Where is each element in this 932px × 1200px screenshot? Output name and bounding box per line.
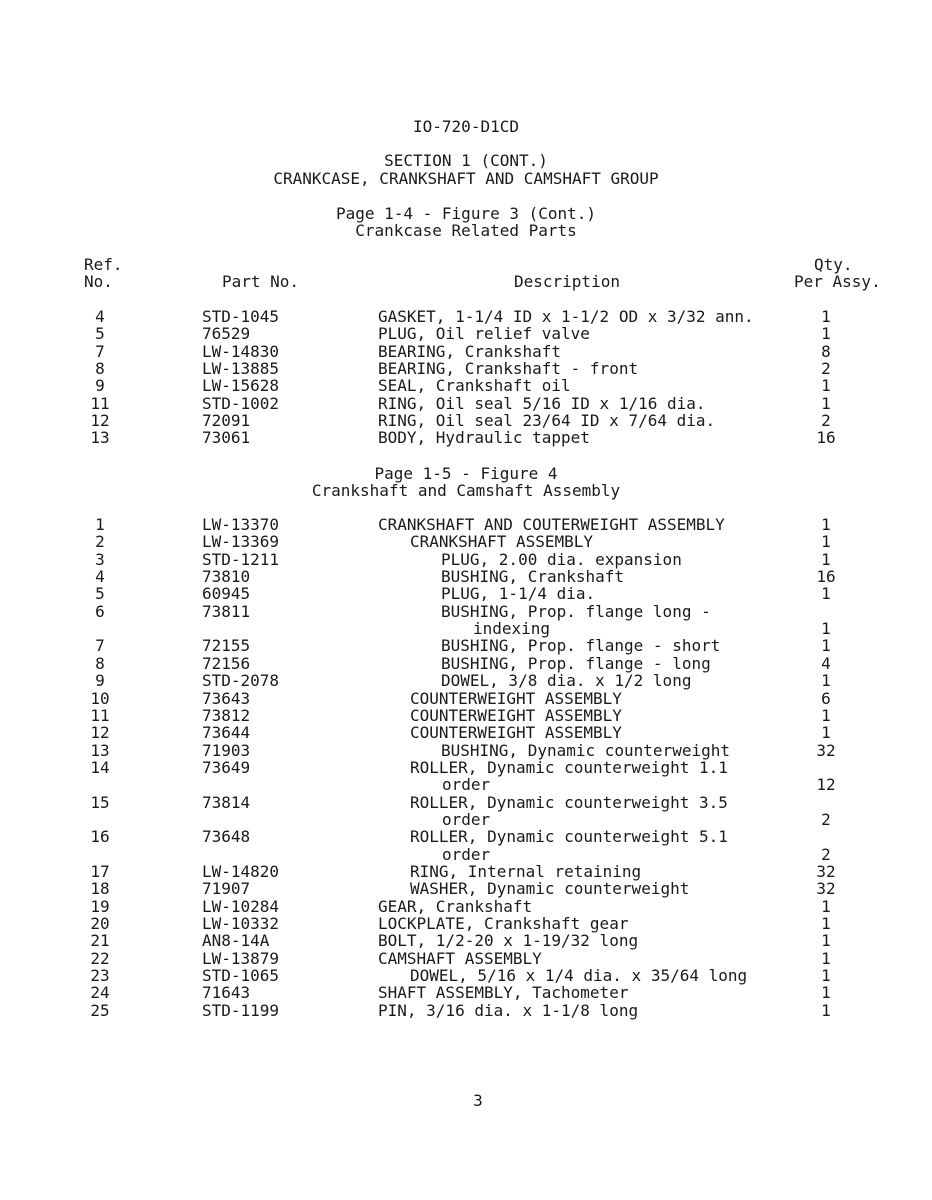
part-description: PIN, 3/16 dia. x 1-1/8 long — [378, 1000, 639, 1020]
part-description: PLUG, Oil relief valve — [378, 324, 590, 344]
quantity: 2 — [821, 411, 831, 431]
ref-number: 24 — [90, 983, 110, 1003]
quantity: 32 — [816, 879, 836, 899]
ref-header-line2: No. — [84, 272, 113, 291]
ref-number: 17 — [90, 862, 110, 881]
ref-number: 3 — [95, 549, 105, 569]
ref-number: 13 — [90, 740, 110, 760]
figure-page-line: Page 1-4 - Figure 3 (Cont.) — [335, 204, 597, 223]
ref-number: 7 — [95, 636, 105, 656]
part-description: DOWEL, 5/16 x 1/4 dia. x 35/64 long — [410, 966, 748, 986]
quantity: 1 — [821, 376, 831, 396]
quantity: 1 — [821, 393, 831, 413]
part-description: ROLLER, Dynamic counterweight 3.5 — [410, 792, 728, 812]
quantity: 1 — [821, 584, 831, 604]
ref-number: 10 — [90, 688, 110, 708]
part-number: 72156 — [202, 653, 251, 673]
part-number: 73648 — [202, 827, 251, 847]
quantity: 16 — [816, 428, 836, 448]
part-number: 76529 — [202, 324, 251, 344]
part-description: SEAL, Crankshaft oil — [378, 376, 571, 396]
quantity: 1 — [821, 983, 831, 1003]
part-description: PLUG, 1-1/4 dia. — [441, 584, 596, 604]
part-number: STD-1045 — [202, 307, 280, 326]
part-description: BEARING, Crankshaft — [378, 341, 562, 361]
part-header: Part No. — [222, 272, 300, 291]
ref-number: 2 — [95, 532, 105, 552]
ref-number: 21 — [90, 931, 110, 951]
figure-title-2: Crankshaft and Camshaft Assembly — [311, 481, 621, 500]
part-number: 73814 — [202, 792, 251, 812]
section-heading: SECTION 1 (CONT.) — [384, 151, 548, 170]
ref-number: 9 — [95, 671, 105, 691]
quantity: 1 — [821, 324, 831, 344]
ref-number: 7 — [95, 341, 105, 361]
figure-page-line-2: Page 1-5 - Figure 4 — [374, 464, 558, 483]
part-description: WASHER, Dynamic counterweight — [410, 879, 690, 899]
qty-header-line2: Per Assy. — [794, 272, 881, 291]
figure-title: Crankcase Related Parts — [355, 221, 577, 240]
ref-number: 15 — [90, 792, 110, 812]
part-number: 73644 — [202, 723, 251, 743]
quantity: 6 — [821, 688, 831, 708]
document-id: IO-720-D1CD — [413, 117, 519, 136]
ref-number: 18 — [90, 879, 110, 899]
quantity: 1 — [821, 636, 831, 656]
quantity: 12 — [816, 775, 836, 795]
part-number: 72155 — [202, 636, 251, 656]
part-number: 60945 — [202, 584, 251, 604]
ref-number: 11 — [90, 705, 110, 725]
part-description: CRANKSHAFT AND COUTERWEIGHT ASSEMBLY — [378, 515, 725, 534]
quantity: 1 — [821, 619, 831, 639]
quantity: 4 — [821, 653, 831, 673]
page-number: 3 — [473, 1091, 483, 1110]
ref-number: 16 — [90, 827, 110, 847]
part-number: LW-10332 — [202, 914, 280, 934]
part-number: STD-1002 — [202, 393, 280, 413]
ref-number: 4 — [95, 307, 105, 326]
ref-number: 25 — [90, 1000, 110, 1020]
description-header: Description — [514, 272, 620, 291]
ref-number: 5 — [95, 324, 105, 344]
part-number: 71903 — [202, 740, 251, 760]
part-description: COUNTERWEIGHT ASSEMBLY — [410, 705, 622, 725]
part-description: RING, Oil seal 23/64 ID x 7/64 dia. — [378, 411, 716, 431]
ref-number: 6 — [95, 601, 105, 621]
ref-number: 5 — [95, 584, 105, 604]
part-number: LW-10284 — [202, 896, 280, 916]
part-number: STD-1199 — [202, 1000, 280, 1020]
part-description: ROLLER, Dynamic counterweight 1.1 — [410, 757, 728, 777]
part-description: BUSHING, Dynamic counterweight — [441, 740, 730, 760]
quantity: 1 — [821, 948, 831, 968]
part-number: 72091 — [202, 411, 251, 431]
quantity: 1 — [821, 705, 831, 725]
ref-number: 22 — [90, 948, 110, 968]
part-number: LW-15628 — [202, 376, 280, 396]
ref-number: 8 — [95, 653, 105, 673]
part-description: RING, Internal retaining — [410, 862, 642, 881]
part-description: BUSHING, Prop. flange long - — [441, 601, 711, 621]
ref-number: 11 — [90, 393, 110, 413]
part-description-continued: order — [442, 844, 491, 864]
ref-number: 20 — [90, 914, 110, 934]
part-number: 73643 — [202, 688, 251, 708]
quantity: 32 — [816, 862, 836, 881]
part-number: STD-1065 — [202, 966, 280, 986]
part-number: 71907 — [202, 879, 251, 899]
part-description: GASKET, 1-1/4 ID x 1-1/2 OD x 3/32 ann. — [378, 307, 754, 326]
part-description-continued: order — [442, 809, 491, 829]
ref-number: 14 — [90, 757, 110, 777]
quantity: 1 — [821, 1000, 831, 1020]
part-description: SHAFT ASSEMBLY, Tachometer — [378, 983, 629, 1003]
group-heading: CRANKCASE, CRANKSHAFT AND CAMSHAFT GROUP — [273, 169, 659, 188]
quantity: 1 — [821, 549, 831, 569]
part-number: LW-14830 — [202, 341, 280, 361]
part-number: 73812 — [202, 705, 251, 725]
part-number: 73811 — [202, 601, 251, 621]
part-description: RING, Oil seal 5/16 ID x 1/16 dia. — [378, 393, 706, 413]
ref-number: 23 — [90, 966, 110, 986]
quantity: 1 — [821, 914, 831, 934]
quantity: 1 — [821, 931, 831, 951]
ref-number: 8 — [95, 359, 105, 379]
quantity: 1 — [821, 966, 831, 986]
part-description-continued: indexing — [473, 619, 551, 639]
quantity: 32 — [816, 740, 836, 760]
part-description: LOCKPLATE, Crankshaft gear — [378, 914, 629, 934]
part-number: LW-14820 — [202, 862, 280, 881]
ref-number: 4 — [95, 567, 105, 587]
quantity: 1 — [821, 307, 831, 326]
part-number: STD-1211 — [202, 549, 280, 569]
quantity: 1 — [821, 515, 831, 534]
part-description: BUSHING, Prop. flange - long — [441, 653, 711, 673]
quantity: 2 — [821, 844, 831, 864]
ref-number: 12 — [90, 411, 110, 431]
part-description: BOLT, 1/2-20 x 1-19/32 long — [378, 931, 639, 951]
part-description: CRANKSHAFT ASSEMBLY — [410, 532, 594, 552]
part-number: LW-13885 — [202, 359, 280, 379]
part-description: BUSHING, Crankshaft — [441, 567, 625, 587]
ref-number: 1 — [95, 515, 105, 534]
part-description: DOWEL, 3/8 dia. x 1/2 long — [441, 671, 692, 691]
part-number: 73061 — [202, 428, 251, 448]
part-number: 73649 — [202, 757, 251, 777]
quantity: 1 — [821, 723, 831, 743]
quantity: 16 — [816, 567, 836, 587]
part-number: LW-13369 — [202, 532, 280, 552]
part-number: 71643 — [202, 983, 251, 1003]
quantity: 2 — [821, 809, 831, 829]
part-number: STD-2078 — [202, 671, 280, 691]
ref-number: 13 — [90, 428, 110, 448]
quantity: 2 — [821, 359, 831, 379]
part-description: BEARING, Crankshaft - front — [378, 359, 639, 379]
part-description: CAMSHAFT ASSEMBLY — [378, 948, 542, 968]
quantity: 1 — [821, 532, 831, 552]
part-description: BUSHING, Prop. flange - short — [441, 636, 721, 656]
part-number: AN8-14A — [202, 931, 270, 951]
quantity: 1 — [821, 671, 831, 691]
quantity: 8 — [821, 341, 831, 361]
ref-number: 9 — [95, 376, 105, 396]
part-description: COUNTERWEIGHT ASSEMBLY — [410, 723, 622, 743]
part-number: LW-13370 — [202, 515, 280, 534]
part-number: 73810 — [202, 567, 251, 587]
ref-header-line1: Ref. — [84, 255, 123, 274]
part-description: COUNTERWEIGHT ASSEMBLY — [410, 688, 622, 708]
part-number: LW-13879 — [202, 948, 280, 968]
part-description: BODY, Hydraulic tappet — [378, 428, 590, 448]
quantity: 1 — [821, 896, 831, 916]
part-description: ROLLER, Dynamic counterweight 5.1 — [410, 827, 728, 847]
part-description: PLUG, 2.00 dia. expansion — [441, 549, 682, 569]
ref-number: 12 — [90, 723, 110, 743]
part-description: GEAR, Crankshaft — [378, 896, 533, 916]
qty-header-line1: Qty. — [814, 255, 853, 274]
ref-number: 19 — [90, 896, 110, 916]
part-description-continued: order — [442, 775, 491, 795]
